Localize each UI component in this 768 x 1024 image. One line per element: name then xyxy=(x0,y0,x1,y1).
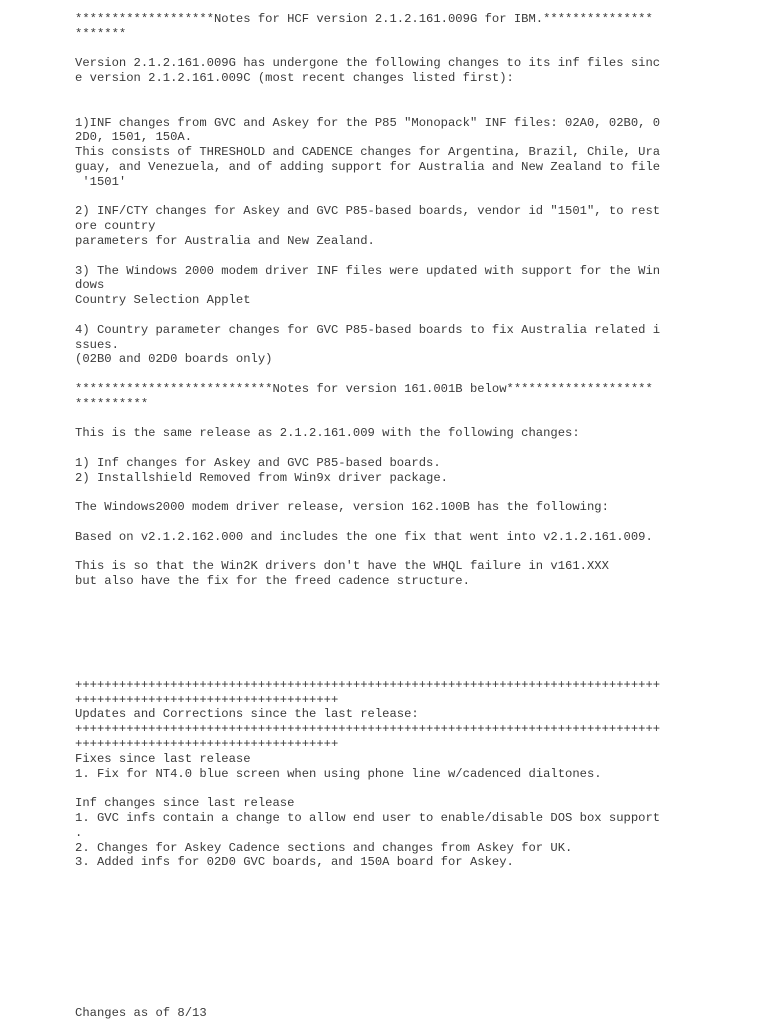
notes-161-line-2: ********** xyxy=(75,396,149,411)
separator-line: ++++++++++++++++++++++++++++++++++++++++++++++++++++++++++++++++++++++++++++++++ xyxy=(75,722,661,737)
inf-change-item: . xyxy=(75,825,83,840)
based-on-text: Based on v2.1.2.162.000 and includes the one fix that went into v2.1.2.161.009. xyxy=(75,529,653,544)
inf-changes-heading: Inf changes since last release xyxy=(75,796,295,811)
whql-line-2: but also have the fix for the freed cadence structure. xyxy=(75,574,470,589)
change-2-line-1: 2) INF/CTY changes for Askey and GVC P85-based boards, vendor id "1501", to rest xyxy=(75,204,661,219)
release-change-item: 1) Inf changes for Askey and GVC P85-based boards. xyxy=(75,455,441,470)
inf-change-item: 2. Changes for Askey Cadence sections and changes from Askey for UK. xyxy=(75,840,573,855)
whql-line-1: This is so that the Win2K drivers don't have the WHQL failure in v161.XXX xyxy=(75,559,609,574)
win2000-release-text: The Windows2000 modem driver release, version 162.100B has the following: xyxy=(75,500,609,515)
change-4-line-3: (02B0 and 02D0 boards only) xyxy=(75,352,273,367)
changes-date-footer: Changes as of 8/13 xyxy=(75,1006,207,1020)
fixes-heading: Fixes since last release xyxy=(75,751,251,766)
header-line-1: *******************Notes for HCF version 2.1.2.161.009G for IBM.*************** xyxy=(75,12,653,26)
change-1-line-5: '1501' xyxy=(75,174,127,189)
release-notes-document xyxy=(75,12,695,870)
change-4-line-1: 4) Country parameter changes for GVC P85-based boards to fix Australia related i xyxy=(75,322,661,337)
updates-title: Updates and Corrections since the last release: xyxy=(75,707,419,722)
change-1-line-1: 1)INF changes from GVC and Askey for the P85 "Monopack" INF files: 02A0, 02B0, 0 xyxy=(75,115,661,130)
change-2-line-2: ore country xyxy=(75,219,156,234)
notes-161-line-1: ***************************Notes for version 161.001B below******************** xyxy=(75,381,653,396)
intro-line-2: e version 2.1.2.161.009C (most recent changes listed first): xyxy=(75,71,514,86)
separator-line: ++++++++++++++++++++++++++++++++++++ xyxy=(75,692,339,707)
change-3-line-1: 3) The Windows 2000 modem driver INF files were updated with support for the Win xyxy=(75,263,661,278)
separator-line: ++++++++++++++++++++++++++++++++++++ xyxy=(75,737,339,752)
inf-change-item: 1. GVC infs contain a change to allow end user to enable/disable DOS box support xyxy=(75,811,661,826)
release-change-item: 2) Installshield Removed from Win9x driver package. xyxy=(75,470,448,485)
change-3-line-2: dows xyxy=(75,278,105,293)
header-line-2: ******* xyxy=(75,26,127,41)
change-1-line-2: 2D0, 1501, 150A. xyxy=(75,130,193,145)
inf-change-item: 3. Added infs for 02D0 GVC boards, and 150A board for Askey. xyxy=(75,855,514,870)
change-2-line-3: parameters for Australia and New Zealand. xyxy=(75,233,375,248)
intro-line-1: Version 2.1.2.161.009G has undergone the following changes to its inf files sinc xyxy=(75,56,661,71)
change-1-line-3: This consists of THRESHOLD and CADENCE changes for Argentina, Brazil, Chile, Ura xyxy=(75,145,661,160)
change-1-line-4: guay, and Venezuela, and of adding support for Australia and New Zealand to file xyxy=(75,159,661,174)
change-4-line-2: ssues. xyxy=(75,337,119,352)
separator-line: ++++++++++++++++++++++++++++++++++++++++++++++++++++++++++++++++++++++++++++++++ xyxy=(75,677,661,692)
change-3-line-3: Country Selection Applet xyxy=(75,293,251,308)
fix-item: 1. Fix for NT4.0 blue screen when using phone line w/cadenced dialtones. xyxy=(75,766,602,781)
same-release-text: This is the same release as 2.1.2.161.009 with the following changes: xyxy=(75,426,580,441)
